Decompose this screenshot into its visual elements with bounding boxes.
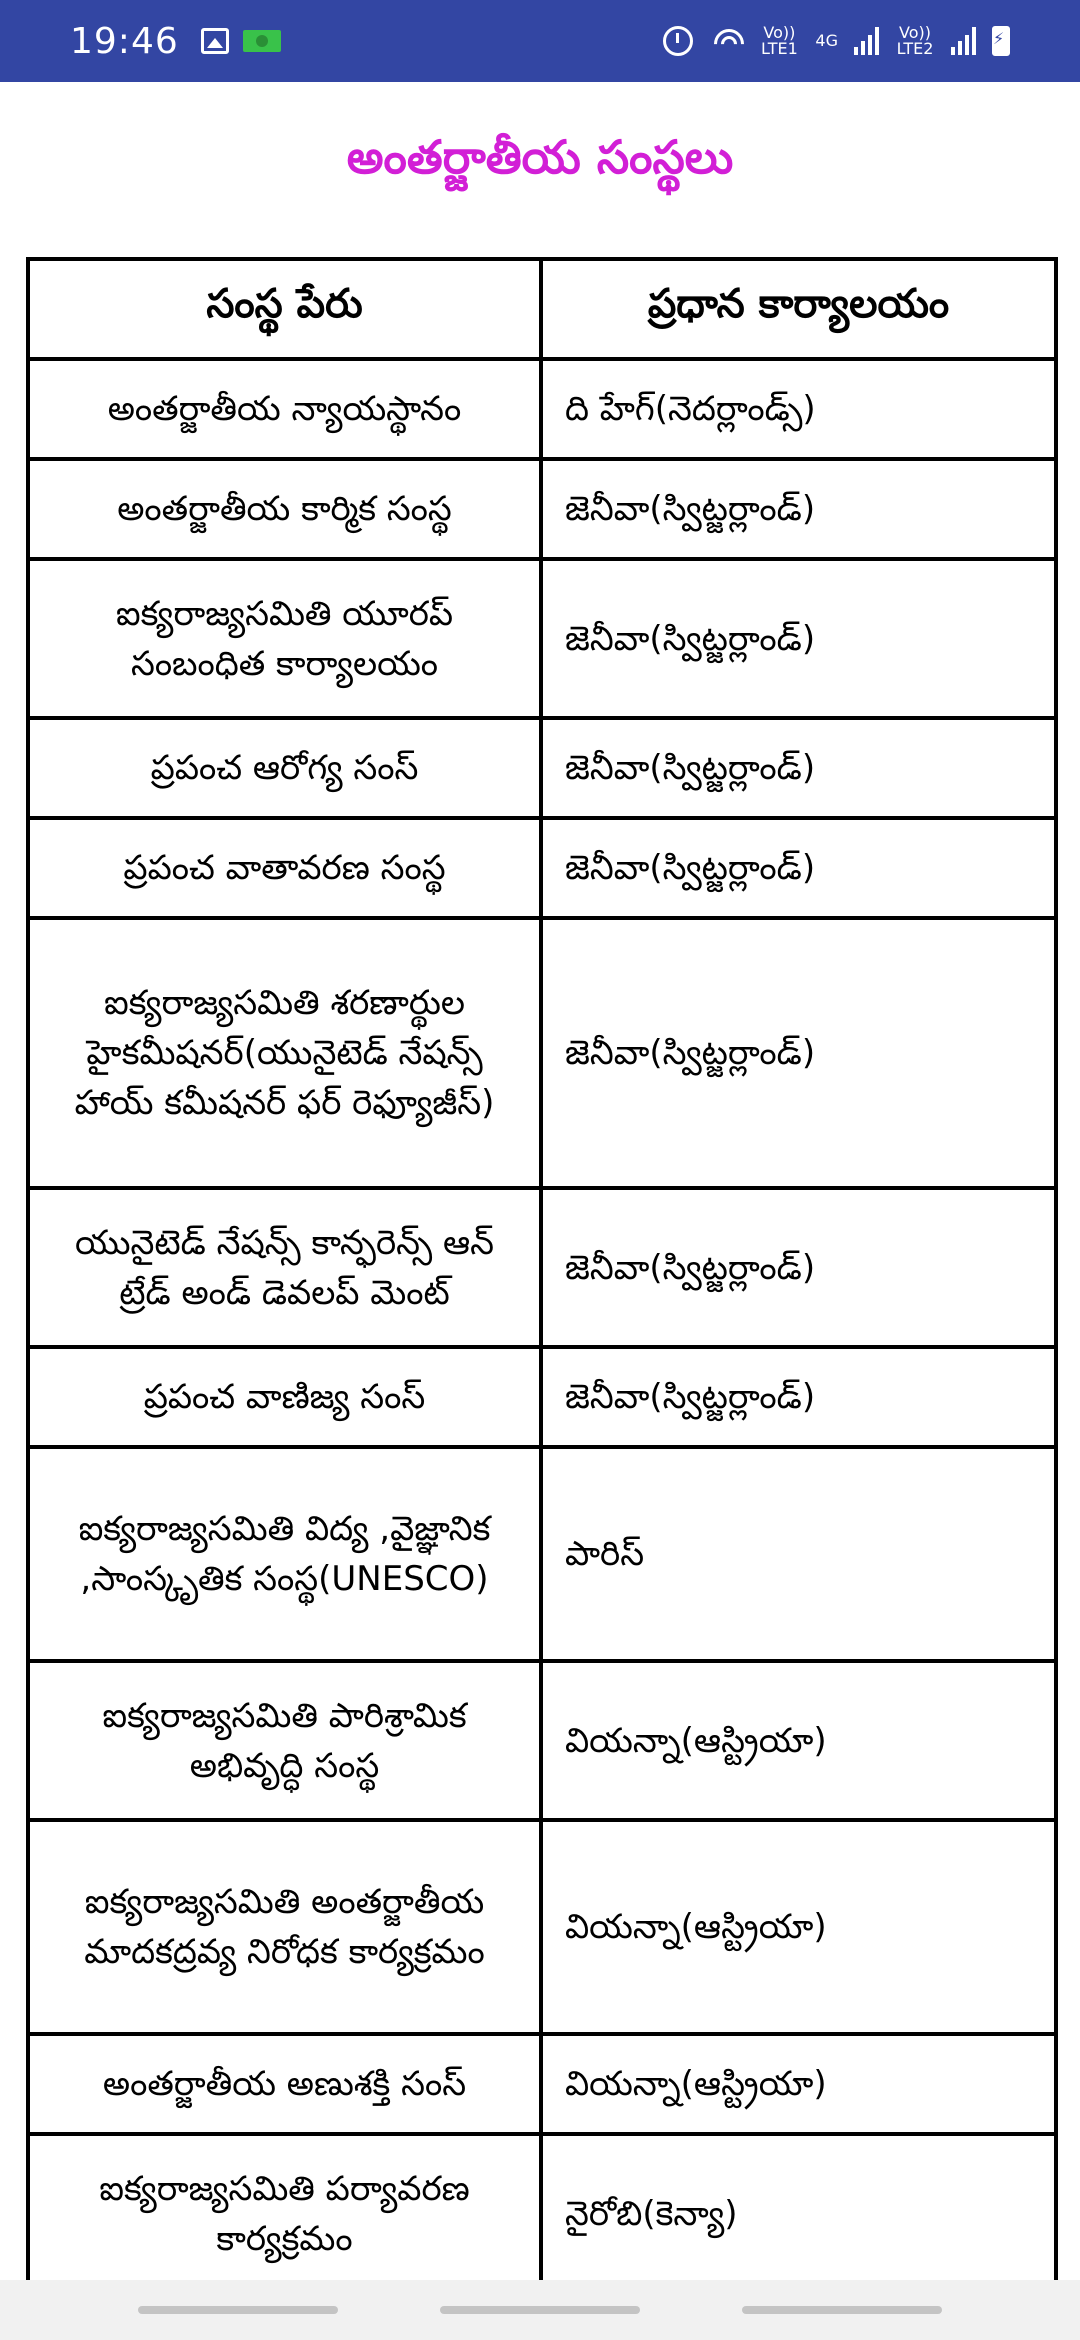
sim1-label: Vo)) LTE1: [761, 23, 798, 58]
organization-name: ఐక్యరాజ్యసమితి యూరప్ సంబంధిత కార్యాలయం: [28, 559, 541, 718]
organization-name: ఐక్యరాజ్యసమితి విద్య ,వైజ్ఞానిక ,సాంస్కృతిక సంస్థ(UNESCO): [28, 1447, 541, 1661]
headquarters: పారిస్: [541, 1447, 1056, 1661]
table-row: [28, 918, 1056, 1188]
table-row: [28, 1447, 1056, 1661]
table-header-row: [28, 259, 1056, 359]
sim1-network-label: 4G: [815, 31, 838, 50]
status-bar: [0, 0, 1080, 82]
headquarters: జెనీవా(స్విట్జర్లాండ్): [541, 459, 1056, 559]
hotspot-icon: [709, 24, 743, 58]
headquarters: వియన్నా(ఆస్ట్రియా): [541, 1820, 1056, 2034]
headquarters: జెనీవా(స్విట్జర్లాండ్): [541, 1347, 1056, 1447]
signal-icon: [951, 27, 976, 55]
status-time: 19:46: [70, 20, 179, 62]
battery-charging-icon: [992, 26, 1010, 56]
nav-back-button[interactable]: [742, 2306, 942, 2314]
table-row: [28, 1188, 1056, 1347]
organization-name: అంతర్జాతీయ కార్మిక సంస్థ: [28, 459, 541, 559]
table-row: [28, 1661, 1056, 1820]
nav-home-button[interactable]: [440, 2306, 640, 2314]
signal-icon: [854, 27, 879, 55]
table-row: [28, 818, 1056, 918]
headquarters: ది హేగ్(నెదర్లాండ్స్): [541, 359, 1056, 459]
headquarters: జెనీవా(స్విట్జర్లాండ్): [541, 1188, 1056, 1347]
organization-name: ఐక్యరాజ్యసమితి శరణార్థుల హైకమీషనర్(యునైటెడ్ నేషన్స్ హాయ్ కమీషనర్ ఫర్ రెఫ్యూజీస్): [28, 918, 541, 1188]
page-title: అంతర్జాతీయ సంస్థలు: [346, 130, 734, 184]
image-icon: [201, 28, 229, 54]
organization-name: ప్రపంచ ఆరోగ్య సంస్: [28, 718, 541, 818]
navigation-bar: [0, 2280, 1080, 2340]
alarm-icon: [663, 26, 693, 56]
table-row: [28, 559, 1056, 718]
table-row: [28, 459, 1056, 559]
nav-recents-button[interactable]: [138, 2306, 338, 2314]
sim2-label: Vo)) LTE2: [896, 23, 934, 58]
headquarters: వియన్నా(ఆస్ట్రియా): [541, 1661, 1056, 1820]
organization-name: ఐక్యరాజ్యసమితి అంతర్జాతీయ మాదకద్రవ్య నిరోధక కార్యక్రమం: [28, 1820, 541, 2034]
organization-name: ప్రపంచ వాతావరణ సంస్థ: [28, 818, 541, 918]
headquarters: జెనీవా(స్విట్జర్లాండ్): [541, 559, 1056, 718]
table-row: [28, 1347, 1056, 1447]
organizations-table: [26, 257, 1058, 2295]
headquarters: జెనీవా(స్విట్జర్లాండ్): [541, 718, 1056, 818]
table-row: [28, 2134, 1056, 2293]
organization-name: అంతర్జాతీయ అణుశక్తి సంస్: [28, 2034, 541, 2134]
table-row: [28, 2034, 1056, 2134]
table-row: [28, 718, 1056, 818]
organization-name: అంతర్జాతీయ న్యాయస్థానం: [28, 359, 541, 459]
system-icons: [663, 24, 1010, 58]
organization-name: యునైటెడ్ నేషన్స్ కాన్ఫరెన్స్ ఆన్ ట్రేడ్ అండ్ డెవలప్ మెంట్: [28, 1188, 541, 1347]
headquarters: జెనీవా(స్విట్జర్లాండ్): [541, 918, 1056, 1188]
money-icon: [243, 30, 281, 52]
organization-name: ప్రపంచ వాణిజ్య సంస్: [28, 1347, 541, 1447]
table-row: [28, 359, 1056, 459]
headquarters: నైరోబి(కెన్యా): [541, 2134, 1056, 2293]
table-row: [28, 1820, 1056, 2034]
organization-name: ఐక్యరాజ్యసమితి పర్యావరణ కార్యక్రమం: [28, 2134, 541, 2293]
headquarters: వియన్నా(ఆస్ట్రియా): [541, 2034, 1056, 2134]
headquarters: జెనీవా(స్విట్జర్లాండ్): [541, 818, 1056, 918]
header-organization-name: సంస్థ పేరు: [28, 259, 541, 359]
notification-icons: [201, 28, 281, 54]
organizations-table-container: [26, 257, 1054, 2295]
header-headquarters: ప్రధాన కార్యాలయం: [541, 259, 1056, 359]
organization-name: ఐక్యరాజ్యసమితి పారిశ్రామిక అభివృద్ధి సంస్థ: [28, 1661, 541, 1820]
